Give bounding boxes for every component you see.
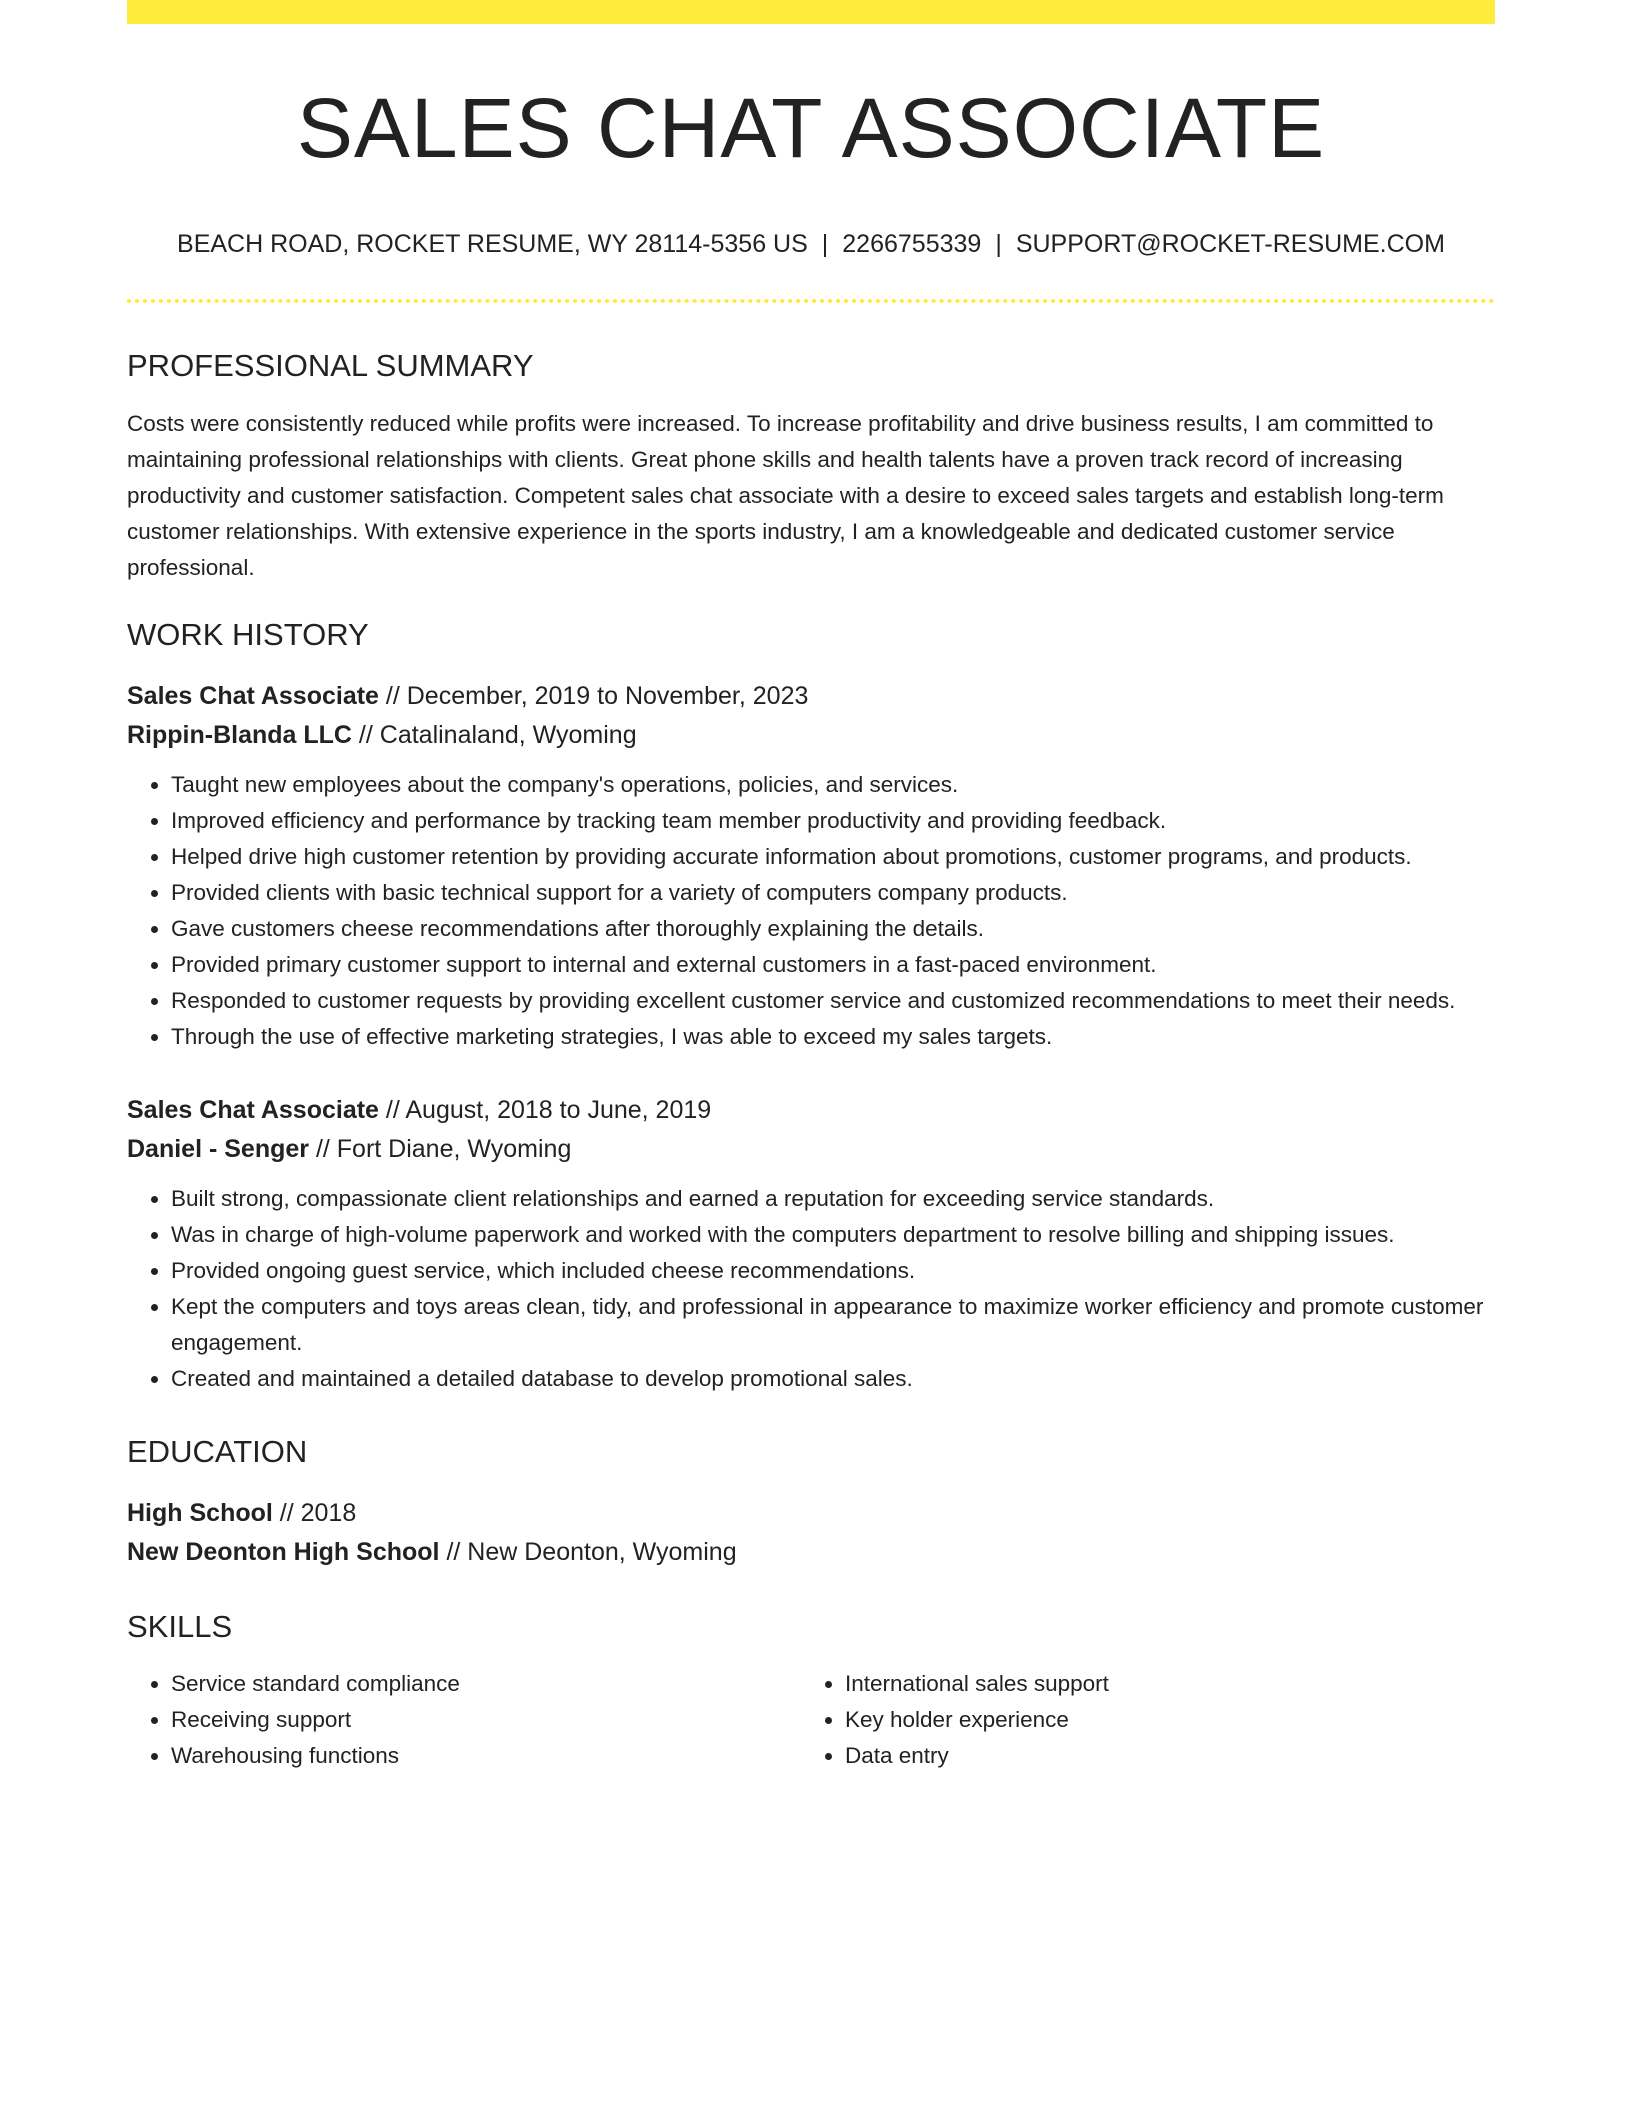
job-dates: // August, 2018 to June, 2019: [378, 1096, 712, 1125]
job-bullets: [127, 767, 1495, 1055]
skills-list: [127, 1666, 1495, 1774]
job-entry: [127, 1091, 1495, 1397]
address: BEACH ROAD, ROCKET RESUME, WY 28114-5356 US: [177, 230, 808, 259]
education-year: // 2018: [272, 1499, 357, 1528]
job-role: Sales Chat Associate: [127, 682, 379, 711]
separator: |: [995, 230, 1002, 259]
job-bullet: • Built strong, compassionate client relationships and earned a reputation for exceeding service standards.: [171, 1181, 1495, 1217]
summary-heading: PROFESSIONAL SUMMARY: [127, 347, 534, 383]
job-bullet: • Kept the computers and toys areas clean, tidy, and professional in appearance to maximize worker efficiency and promote customer engagement.: [171, 1289, 1495, 1361]
job-company: Rippin-Blanda LLC: [127, 721, 352, 750]
job-company-line: [127, 1130, 1495, 1169]
job-location: // Catalinaland, Wyoming: [351, 721, 637, 750]
job-bullet: • Taught new employees about the company's operations, policies, and services.: [171, 767, 1495, 803]
skill-item: • Service standard compliance: [171, 1666, 801, 1702]
dotted-divider: [127, 299, 1495, 303]
job-bullet: • Improved efficiency and performance by tracking team member productivity and providing feedback.: [171, 803, 1495, 839]
job-entry: [127, 677, 1495, 1055]
skill-item: • Key holder experience: [845, 1702, 1475, 1738]
contact-line: [127, 228, 1495, 261]
email: SUPPORT@ROCKET-RESUME.COM: [1015, 230, 1445, 259]
education-school: New Deonton High School: [127, 1538, 440, 1567]
skill-item: • International sales support: [845, 1666, 1475, 1702]
job-bullet: • Created and maintained a detailed database to develop promotional sales.: [171, 1361, 1495, 1397]
skill-item: • Warehousing functions: [171, 1738, 801, 1774]
job-dates: // December, 2019 to November, 2023: [378, 682, 809, 711]
candidate-name: SALES CHAT ASSOCIATE: [296, 81, 1326, 175]
job-role: Sales Chat Associate: [127, 1096, 379, 1125]
summary-text: Costs were consistently reduced while profits were increased. To increase profitability and drive business results, I am committed to maintaining professional relationships with clients. Great phone skills and health talents have a proven track record of increasing productivity and customer satisfaction. Competent sales chat associate with a desire to exceed sales targets and establish long-term customer relationships. With extensive experience in the sports industry, I am a knowledgeable and dedicated customer service professional.: [127, 411, 1444, 581]
phone: 2266755339: [842, 230, 982, 259]
skills-column-right: [801, 1666, 1475, 1774]
job-location: // Fort Diane, Wyoming: [309, 1135, 572, 1164]
education-school-line: [127, 1533, 1495, 1572]
job-bullet: • Was in charge of high-volume paperwork and worked with the computers department to resolve billing and shipping issues.: [171, 1217, 1495, 1253]
education-degree: High School: [127, 1499, 273, 1528]
skills-heading: SKILLS: [127, 1609, 233, 1645]
accent-bar: [127, 0, 1495, 24]
job-bullet: • Helped drive high customer retention by providing accurate information about promotions, customer programs, and products.: [171, 839, 1495, 875]
job-bullet: • Gave customers cheese recommendations after thoroughly explaining the details.: [171, 911, 1495, 947]
job-role-line: [127, 1091, 1495, 1130]
education-heading: EDUCATION: [127, 1434, 308, 1470]
job-role-line: [127, 677, 1495, 716]
work-history-heading: WORK HISTORY: [127, 617, 369, 653]
job-bullet: • Responded to customer requests by providing excellent customer service and customized recommendations to meet their needs.: [171, 983, 1495, 1019]
education-degree-line: [127, 1494, 1495, 1533]
job-bullet: • Through the use of effective marketing strategies, I was able to exceed my sales targets.: [171, 1019, 1495, 1055]
resume-page: [127, 0, 1495, 1774]
job-bullet: • Provided clients with basic technical support for a variety of computers company products.: [171, 875, 1495, 911]
job-bullet: • Provided primary customer support to internal and external customers in a fast-paced environment.: [171, 947, 1495, 983]
skill-item: • Receiving support: [171, 1702, 801, 1738]
job-company-line: [127, 716, 1495, 755]
separator: |: [821, 230, 829, 259]
job-bullet: • Provided ongoing guest service, which included cheese recommendations.: [171, 1253, 1495, 1289]
education-location: // New Deonton, Wyoming: [439, 1538, 737, 1567]
skill-item: • Data entry: [845, 1738, 1475, 1774]
job-bullets: [127, 1181, 1495, 1397]
skills-column-left: [127, 1666, 801, 1774]
education-entry: [127, 1494, 1495, 1572]
job-company: Daniel - Senger: [127, 1135, 309, 1164]
